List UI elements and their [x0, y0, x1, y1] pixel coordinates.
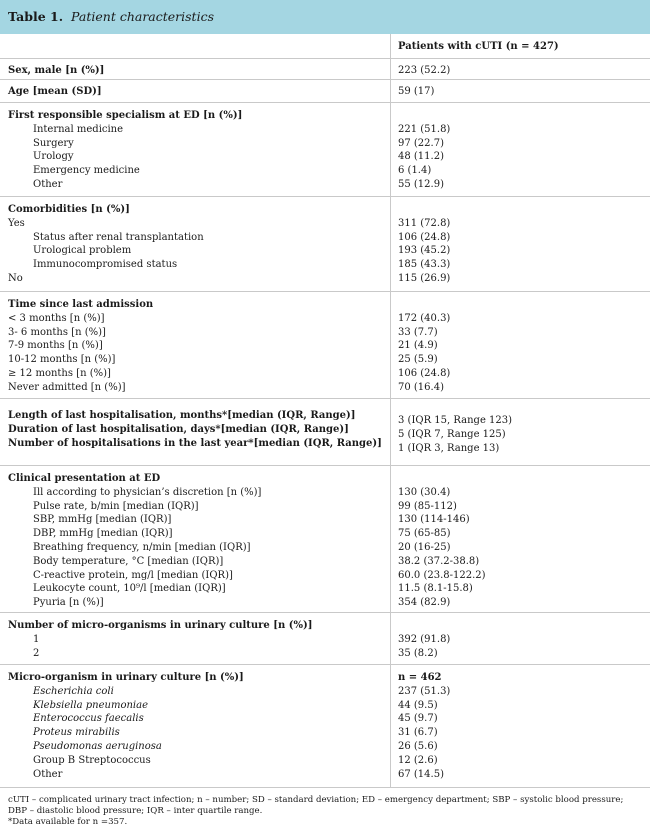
footnote-line: cUTI – complicated urinary tract infection; n – number; SD – standard deviation; ED – emergency department; SBP – systolic blood pressure;: [8, 795, 624, 805]
comorbidities-yes-label: Yes: [8, 217, 25, 229]
row-sex: [0, 59, 650, 80]
list-item-value: 26 (5.6): [398, 740, 438, 752]
row-age: [0, 80, 650, 103]
list-item-label: Urology: [33, 151, 74, 163]
list-item-value: 55 (12.9): [398, 178, 444, 190]
list-item-label: Proteus mirabilis: [33, 727, 120, 739]
list-item-label: Status after renal transplantation: [33, 231, 204, 243]
list-item-value: 185 (43.3): [398, 259, 451, 271]
list-item-label: Pyuria [n (%)]: [33, 597, 104, 609]
comorbidities-heading: Comorbidities [n (%)]: [8, 204, 130, 215]
list-item-label: Enterococcus faecalis: [33, 713, 144, 725]
table-footnote: [0, 788, 650, 828]
list-item-value: 97 (22.7): [398, 137, 444, 149]
section-comorbidities: [0, 197, 650, 292]
list-item-label: Emergency medicine: [33, 165, 140, 177]
micro-total-value: n = 462: [398, 672, 442, 683]
list-item-label: Immunocompromised status: [33, 259, 178, 271]
list-item-label: Duration of last hospitalisation, days*[median (IQR, Range)]: [8, 423, 349, 435]
list-item-label: ≥ 12 months [n (%)]: [8, 367, 111, 379]
list-item-value: 5 (IQR 7, Range 125): [398, 428, 506, 440]
clinical-heading: Clinical presentation at ED: [8, 473, 161, 484]
list-item-value: 12 (2.6): [398, 754, 438, 766]
list-item-value: 38.2 (37.2-38.8): [398, 555, 480, 567]
list-item-value: 106 (24.8): [398, 367, 451, 379]
list-item-value: 99 (85-112): [398, 500, 457, 512]
list-item-label: Pseudomonas aeruginosa: [33, 740, 162, 752]
table-header-row: [0, 34, 650, 59]
list-item-value: 48 (11.2): [398, 151, 444, 163]
table-caption: Patient characteristics: [71, 9, 214, 24]
list-item-value: 20 (16-25): [398, 541, 451, 553]
age-value: 59 (17): [390, 80, 650, 102]
list-item-label: DBP, mmHg [median (IQR)]: [33, 528, 173, 540]
section-number-micro-organisms: [0, 613, 650, 665]
list-item-label: Body temperature, °C [median (IQR)]: [33, 555, 224, 567]
list-item-value: 130 (30.4): [398, 486, 451, 498]
section-specialism: [0, 103, 650, 197]
list-item-value: 172 (40.3): [398, 312, 451, 324]
list-item-label: Pulse rate, b/min [median (IQR)]: [33, 500, 199, 512]
section-hospitalisation: [0, 399, 650, 466]
list-item-label: 1: [33, 633, 40, 645]
list-item-label: Other: [33, 768, 63, 780]
list-item-label: SBP, mmHg [median (IQR)]: [33, 514, 172, 526]
list-item-value: 354 (82.9): [398, 597, 451, 609]
list-item-label: Leukocyte count, 10⁹/l [median (IQR)]: [33, 583, 226, 595]
list-item-label: Escherichia coli: [33, 685, 114, 697]
age-label: Age [mean (SD)]: [8, 86, 102, 97]
num-micro-heading: Number of micro-organisms in urinary culture [n (%)]: [8, 620, 313, 631]
footnote-line: DBP – diastolic blood pressure; IQR – inter quartile range.: [8, 806, 263, 816]
list-item-label: < 3 months [n (%)]: [8, 312, 105, 324]
list-item-label: 10-12 months [n (%)]: [8, 354, 116, 366]
list-item-value: 237 (51.3): [398, 685, 451, 697]
list-item-label: Number of hospitalisations in the last year*[median (IQR, Range)]: [8, 437, 382, 449]
list-item-label: 7-9 months [n (%)]: [8, 340, 103, 352]
list-item-label: Ill according to physician’s discretion [n (%)]: [33, 486, 262, 498]
sex-label: Sex, male [n (%)]: [8, 65, 105, 76]
list-item-value: 193 (45.2): [398, 245, 451, 257]
footnote-line: *Data available for n =357.: [8, 817, 128, 827]
list-item-value: 221 (51.8): [398, 123, 451, 135]
list-item-value: 130 (114-146): [398, 514, 470, 526]
list-item-value: 3 (IQR 15, Range 123): [398, 415, 513, 426]
list-item-label: Length of last hospitalisation, months*[median (IQR, Range)]: [8, 410, 356, 421]
list-item-value: 6 (1.4): [398, 165, 432, 177]
section-clinical-presentation: [0, 466, 650, 613]
list-item-label: 3- 6 months [n (%)]: [8, 326, 106, 338]
list-item-value: 60.0 (23.8-122.2): [398, 569, 486, 581]
list-item-label: Urological problem: [33, 245, 132, 257]
header-left-cell: [0, 34, 390, 58]
list-item-value: 75 (65-85): [398, 528, 451, 540]
list-item-value: 392 (91.8): [398, 633, 451, 645]
comorbidities-no-value: 115 (26.9): [398, 272, 451, 284]
column-header: Patients with cUTI (n = 427): [390, 34, 650, 58]
section-time-since-admission: [0, 292, 650, 399]
micro-heading: Micro-organism in urinary culture [n (%)]: [8, 672, 244, 683]
list-item-label: Never admitted [n (%)]: [8, 381, 126, 393]
list-item-label: C-reactive protein, mg/l [median (IQR)]: [33, 569, 233, 581]
list-item-label: Klebsiella pneumoniae: [33, 699, 148, 711]
table-label: Table 1.: [8, 9, 64, 24]
list-item-label: Surgery: [33, 137, 74, 149]
comorbidities-no-label: No: [8, 272, 23, 284]
list-item-value: 35 (8.2): [398, 647, 438, 659]
section-micro-organism-types: [0, 665, 650, 788]
list-item-value: 70 (16.4): [398, 381, 444, 393]
list-item-label: Internal medicine: [33, 123, 124, 135]
list-item-value: 21 (4.9): [398, 340, 438, 352]
specialism-heading: First responsible specialism at ED [n (%)]: [8, 110, 243, 121]
list-item-value: 106 (24.8): [398, 231, 451, 243]
list-item-value: 45 (9.7): [398, 713, 438, 725]
table-title-bar: [0, 0, 650, 34]
list-item-value: 44 (9.5): [398, 699, 438, 711]
list-item-value: 1 (IQR 3, Range 13): [398, 442, 500, 454]
list-item-value: 31 (6.7): [398, 727, 438, 739]
comorbidities-yes-value: 311 (72.8): [398, 217, 451, 229]
sex-value: 223 (52.2): [390, 59, 650, 79]
list-item-label: Other: [33, 178, 63, 190]
list-item-value: 33 (7.7): [398, 326, 438, 338]
list-item-label: 2: [33, 647, 40, 659]
list-item-value: 67 (14.5): [398, 768, 444, 780]
list-item-label: Breathing frequency, n/min [median (IQR)]: [33, 541, 251, 553]
list-item-label: Group B Streptococcus: [33, 754, 151, 766]
list-item-value: 25 (5.9): [398, 354, 438, 366]
time-heading: Time since last admission: [8, 299, 154, 310]
list-item-value: 11.5 (8.1-15.8): [398, 583, 473, 595]
